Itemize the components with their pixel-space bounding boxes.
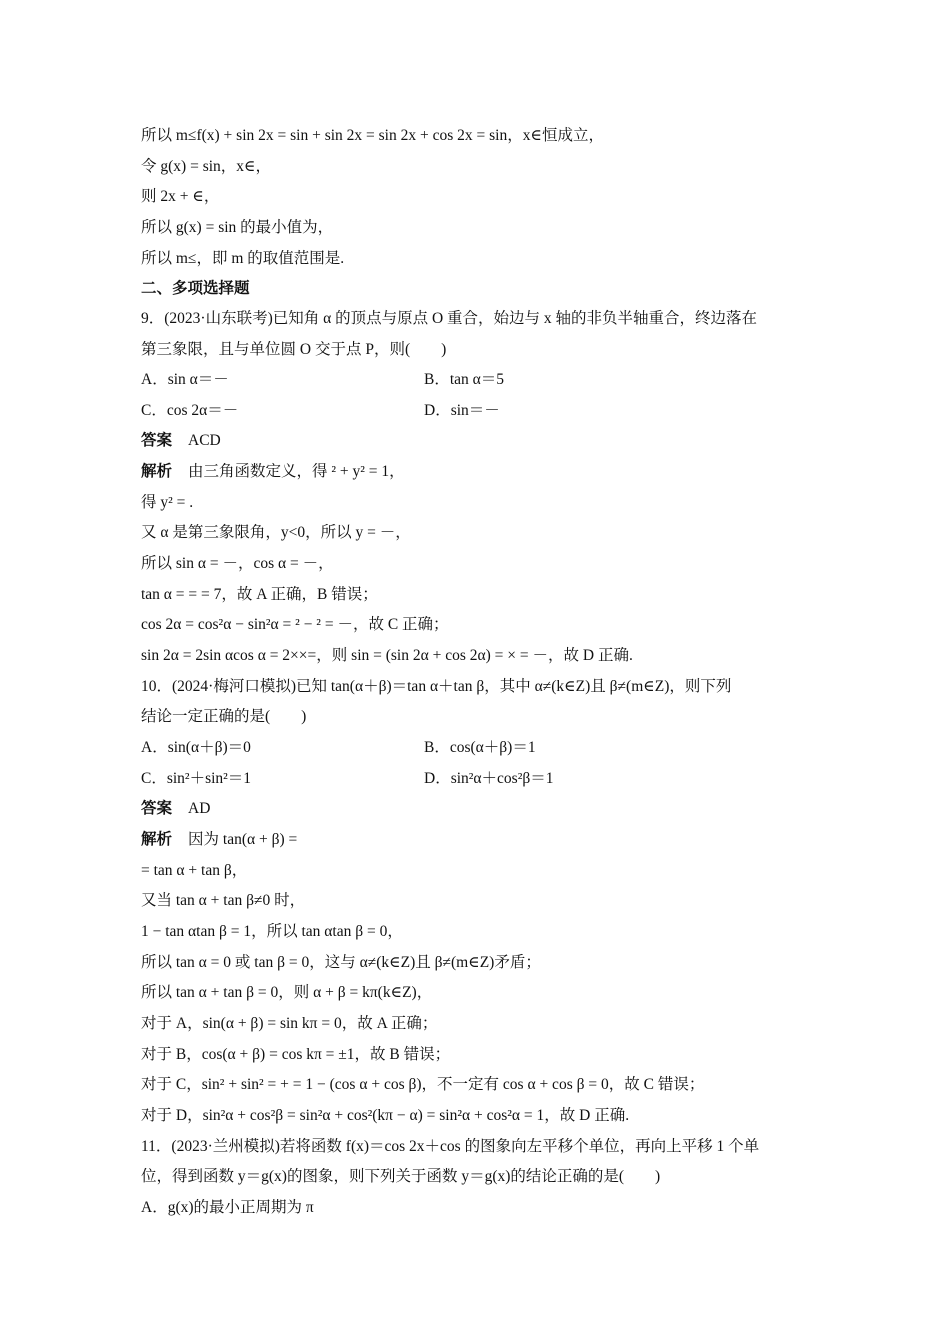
- solution-line: 对于 B，cos(α + β) = cos kπ = ±1，故 B 错误；: [141, 1046, 451, 1063]
- text-line: 则 2x + ∈，: [141, 188, 220, 205]
- solution-line: 所以 sin α = －，cos α = －，: [141, 555, 334, 572]
- answer-value: ACD: [188, 432, 221, 449]
- answer-label: 答案: [141, 800, 173, 817]
- question-11-stem: 11．(2023·兰州模拟)若将函数 f(x)＝cos 2x＋cos 的图象向左平移个单位，再向上平移 1 个单: [141, 1138, 760, 1155]
- solution-line: cos 2α = cos²α − sin²α = ² − ² = －，故 C 正确；: [141, 616, 449, 633]
- solution-line: 所以 tan α + tan β = 0，则 α + β = kπ(k∈Z)，: [141, 984, 433, 1001]
- solution-line: 对于 A，sin(α + β) = sin kπ = 0，故 A 正确；: [141, 1015, 438, 1032]
- option-a: A．g(x)的最小正周期为 π: [141, 1199, 314, 1216]
- solution-line: sin 2α = 2sin αcos α = 2××=，则 sin = (sin 2α + cos 2α) = × = －，故 D 正确.: [141, 647, 633, 664]
- question-9-stem: 9．(2023·山东联考)已知角 α 的顶点与原点 O 重合，始边与 x 轴的非负半轴重合，终边落在: [141, 310, 758, 327]
- question-9-stem: 第三象限，且与单位圆 O 交于点 P，则( ): [141, 341, 447, 358]
- text-line: 所以 g(x) = sin 的最小值为，: [141, 219, 334, 236]
- solution-line: 所以 tan α = 0 或 tan β = 0，这与 α≠(k∈Z)且 β≠(m∈Z)矛盾；: [141, 954, 541, 971]
- question-11-stem: 位，得到函数 y＝g(x)的图象，则下列关于函数 y＝g(x)的结论正确的是( ): [141, 1168, 661, 1185]
- answer-label: 答案: [141, 432, 173, 449]
- option-c: C．sin²＋sin²＝1: [141, 770, 252, 787]
- text-line: 令 g(x) = sin，x∈，: [141, 158, 272, 175]
- answer-value: AD: [188, 800, 211, 817]
- question-10-stem: 结论一定正确的是( ): [141, 708, 307, 725]
- solution-line: 对于 D，sin²α + cos²β = sin²α + cos²(kπ − α) = sin²α + cos²α = 1，故 D 正确.: [141, 1107, 630, 1124]
- option-c: C．cos 2α＝－: [141, 402, 239, 419]
- option-b: B．cos(α＋β)＝1: [424, 739, 536, 756]
- text-line: 所以 m≤，即 m 的取值范围是.: [141, 250, 345, 267]
- solution-line: [141, 830, 297, 850]
- answer-line: [141, 431, 221, 451]
- solution-line: 又当 tan α + tan β≠0 时，: [141, 892, 306, 909]
- solution-line: 1 − tan αtan β = 1，所以 tan αtan β = 0，: [141, 923, 403, 940]
- option-d: D．sin²α＋cos²β＝1: [424, 770, 554, 787]
- text-line: 所以 m≤f(x) + sin 2x = sin + sin 2x = sin 2x + cos 2x = sin，x∈恒成立，: [141, 127, 604, 144]
- question-10-stem: 10．(2024·梅河口模拟)已知 tan(α＋β)＝tan α＋tan β，其中 α≠(k∈Z)且 β≠(m∈Z)，则下列: [141, 678, 732, 695]
- option-a: A．sin(α＋β)＝0: [141, 739, 251, 756]
- solution-line: = tan α + tan β，: [141, 862, 248, 879]
- option-a: A．sin α＝－: [141, 371, 229, 388]
- solution-label: 解析: [141, 831, 173, 848]
- option-b: B．tan α＝5: [424, 371, 505, 388]
- solution-text: 因为 tan(α + β) =: [188, 831, 298, 848]
- section-heading: 二、多项选择题: [141, 280, 250, 297]
- solution-line: [141, 462, 405, 482]
- solution-line: tan α = = = 7，故 A 正确，B 错误；: [141, 586, 378, 603]
- solution-line: 又 α 是第三象限角，y<0，所以 y = －，: [141, 524, 411, 541]
- solution-line: 得 y² = .: [141, 494, 194, 511]
- answer-line: [141, 799, 210, 819]
- solution-label: 解析: [141, 463, 173, 480]
- solution-line: 对于 C，sin² + sin² = + = 1 − (cos α + cos β)，不一定有 cos α + cos β = 0，故 C 错误；: [141, 1076, 705, 1093]
- option-d: D．sin＝－: [424, 402, 500, 419]
- solution-text: 由三角函数定义，得 ² + y² = 1，: [188, 463, 405, 480]
